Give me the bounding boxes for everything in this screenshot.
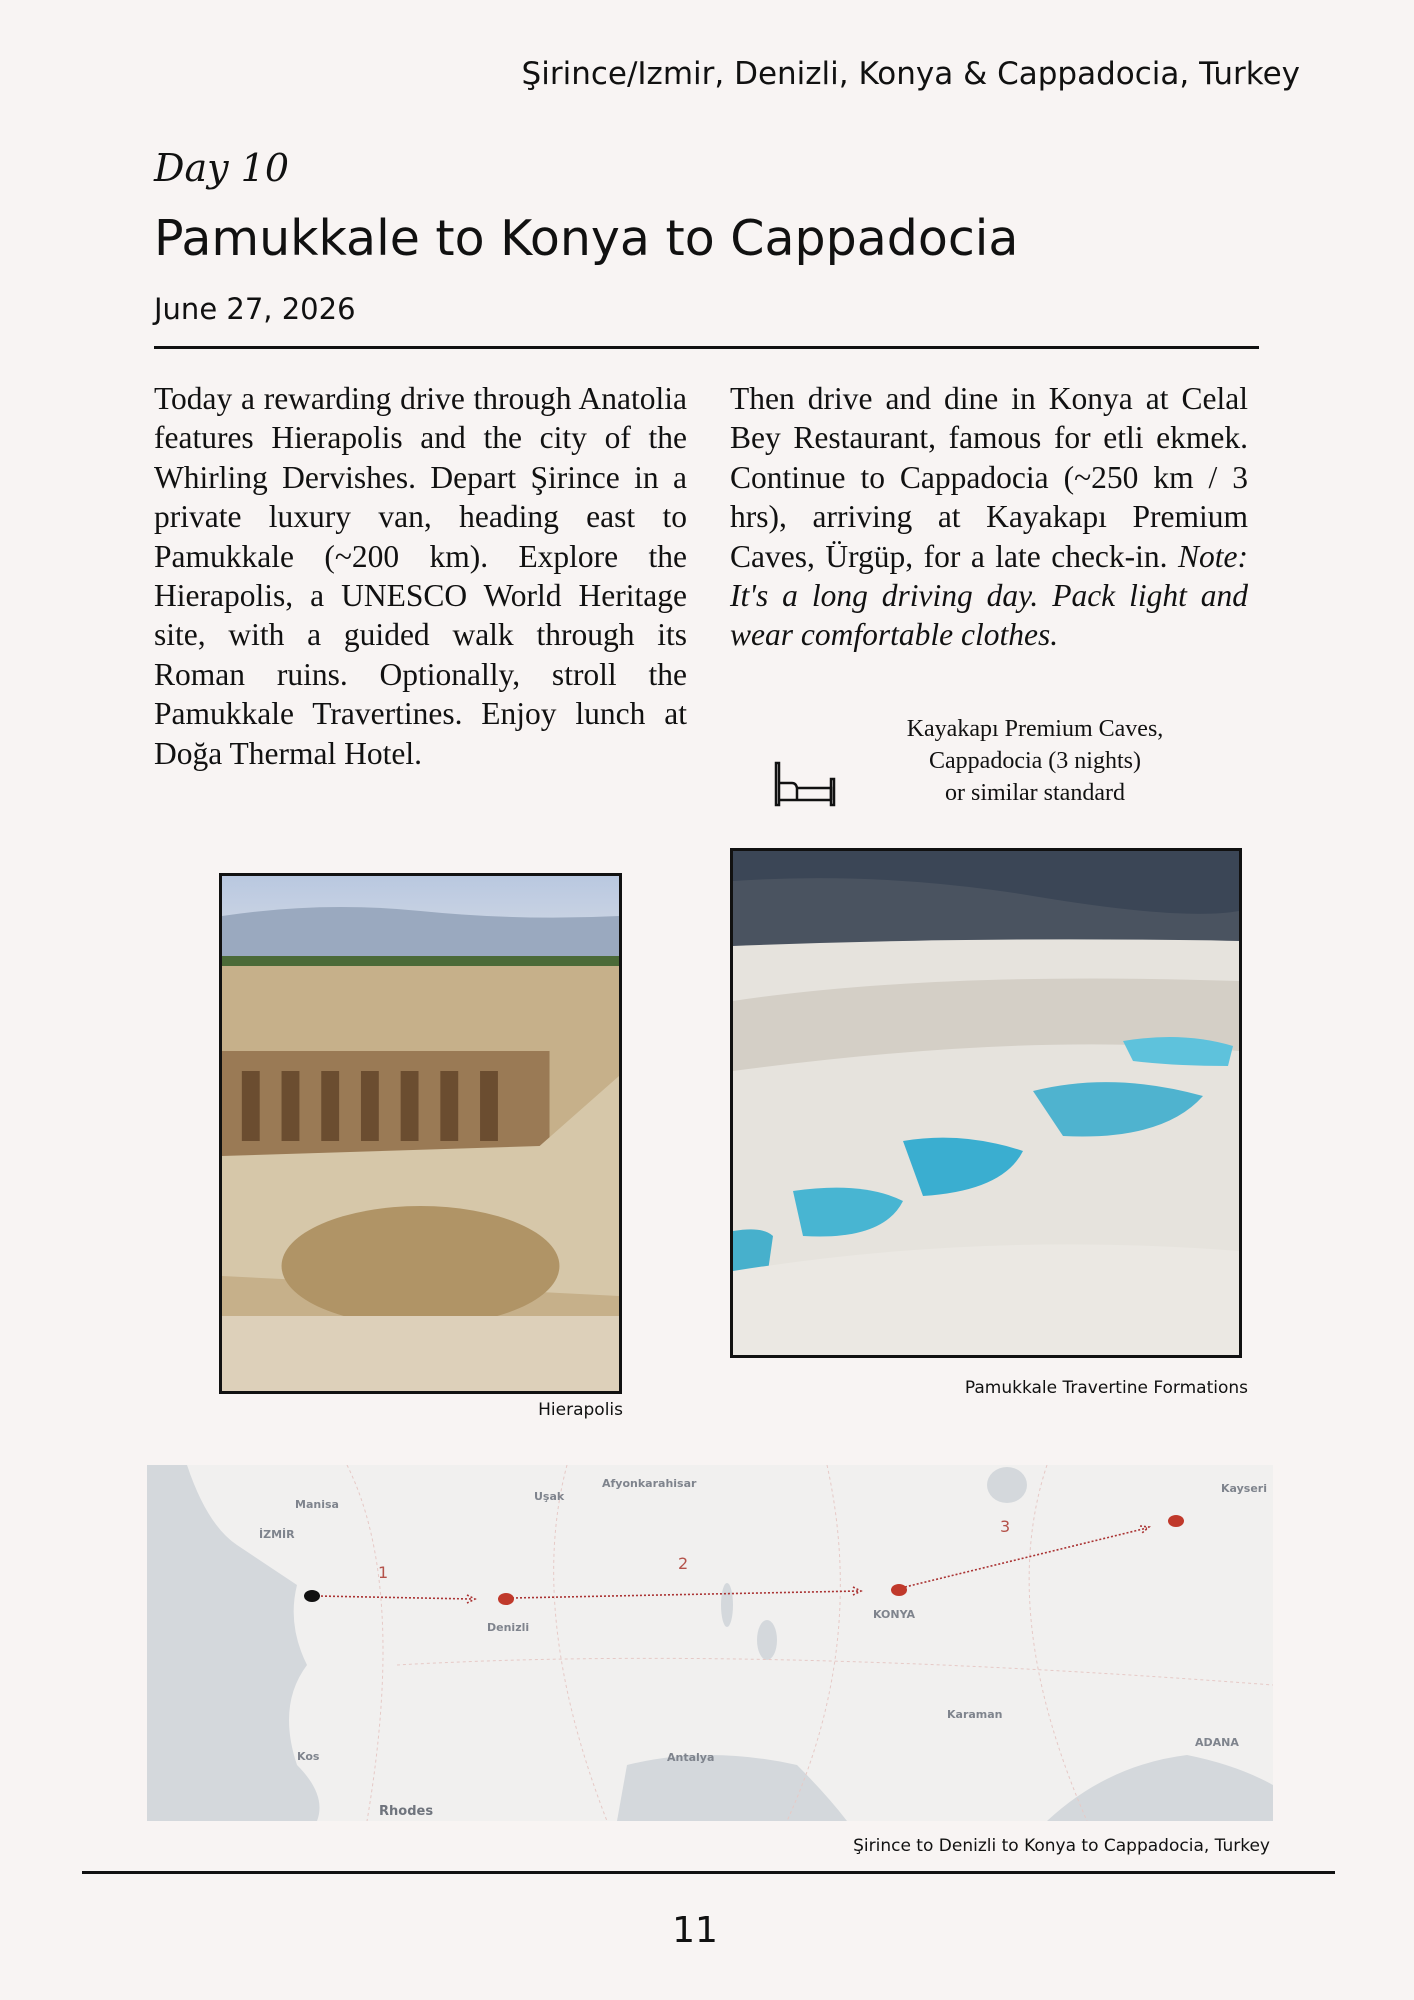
city-label: Uşak bbox=[534, 1490, 565, 1503]
hotel-info bbox=[860, 713, 1210, 809]
leg-label: 3 bbox=[1000, 1517, 1011, 1536]
day-date: June 27, 2026 bbox=[154, 292, 356, 326]
city-label: Antalya bbox=[667, 1751, 715, 1764]
page-number: 11 bbox=[672, 1910, 718, 1951]
divider bbox=[154, 346, 1259, 349]
city-label: İZMİR bbox=[259, 1528, 295, 1541]
day-label: Day 10 bbox=[154, 146, 290, 190]
hierapolis-photo bbox=[219, 873, 622, 1394]
pamukkale-caption: Pamukkale Travertine Formations bbox=[964, 1378, 1248, 1398]
denizli-marker bbox=[498, 1593, 514, 1605]
itinerary-note: Note: It's a long driving day. Pack light and wear comfortable clothes. bbox=[730, 538, 1249, 653]
city-label: Kos bbox=[297, 1750, 320, 1763]
route-lines bbox=[317, 1526, 1149, 1603]
footer-divider bbox=[82, 1871, 1335, 1874]
hotel-standard: or similar standard bbox=[945, 780, 1125, 806]
city-label: Rhodes bbox=[379, 1804, 434, 1819]
city-label: Manisa bbox=[295, 1498, 339, 1511]
city-label: Karaman bbox=[947, 1708, 1003, 1721]
map-caption: Şirince to Denizli to Konya to Cappadocia, Turkey bbox=[853, 1836, 1270, 1856]
hotel-name: Kayakapı Premium Caves, bbox=[906, 716, 1164, 742]
city-label: ADANA bbox=[1195, 1736, 1239, 1749]
leg-label: 2 bbox=[678, 1554, 689, 1573]
itinerary-text-right bbox=[730, 379, 1248, 655]
trip-locations-header: Şirince/Izmir, Denizli, Konya & Cappadocia, Turkey bbox=[521, 56, 1300, 92]
hotel-location: Cappadocia (3 nights) bbox=[929, 748, 1141, 774]
city-label: Denizli bbox=[487, 1621, 530, 1634]
itinerary-text-right-main: Then drive and dine in Konya at Celal Bey Restaurant, famous for etli ekmek. Continue to Cappadocia (~250 km / 3 hrs), arriving at Kayakapı Premium Caves, Ürgüp, for a late check-in. bbox=[730, 381, 1248, 574]
leg-label: 1 bbox=[378, 1563, 389, 1582]
konya-marker bbox=[891, 1584, 907, 1596]
hierapolis-caption: Hierapolis bbox=[538, 1400, 623, 1420]
pamukkale-photo bbox=[730, 848, 1242, 1358]
page-title: Pamukkale to Konya to Cappadocia bbox=[154, 210, 1019, 267]
route-map[interactable] bbox=[147, 1465, 1273, 1821]
city-label: KONYA bbox=[873, 1608, 916, 1621]
start-marker bbox=[304, 1590, 320, 1602]
itinerary-text-left: Today a rewarding drive through Anatolia features Hierapolis and the city of the Whirling Dervishes. Depart Şirince in a private luxury van, heading east to Pamukkale (~200 km). Explore the Hierapolis, a UNESCO World Heritage site, with a guided walk through its Roman ruins. Optionally, stroll the Pamukkale Travertines. Enjoy lunch at Doğa Thermal Hotel. bbox=[154, 381, 687, 771]
sea-areas bbox=[147, 1465, 1273, 1821]
cappadocia-marker bbox=[1168, 1515, 1184, 1527]
city-label: Kayseri bbox=[1221, 1482, 1267, 1495]
city-label: Afyonkarahisar bbox=[602, 1477, 697, 1490]
bed-icon bbox=[774, 761, 836, 807]
